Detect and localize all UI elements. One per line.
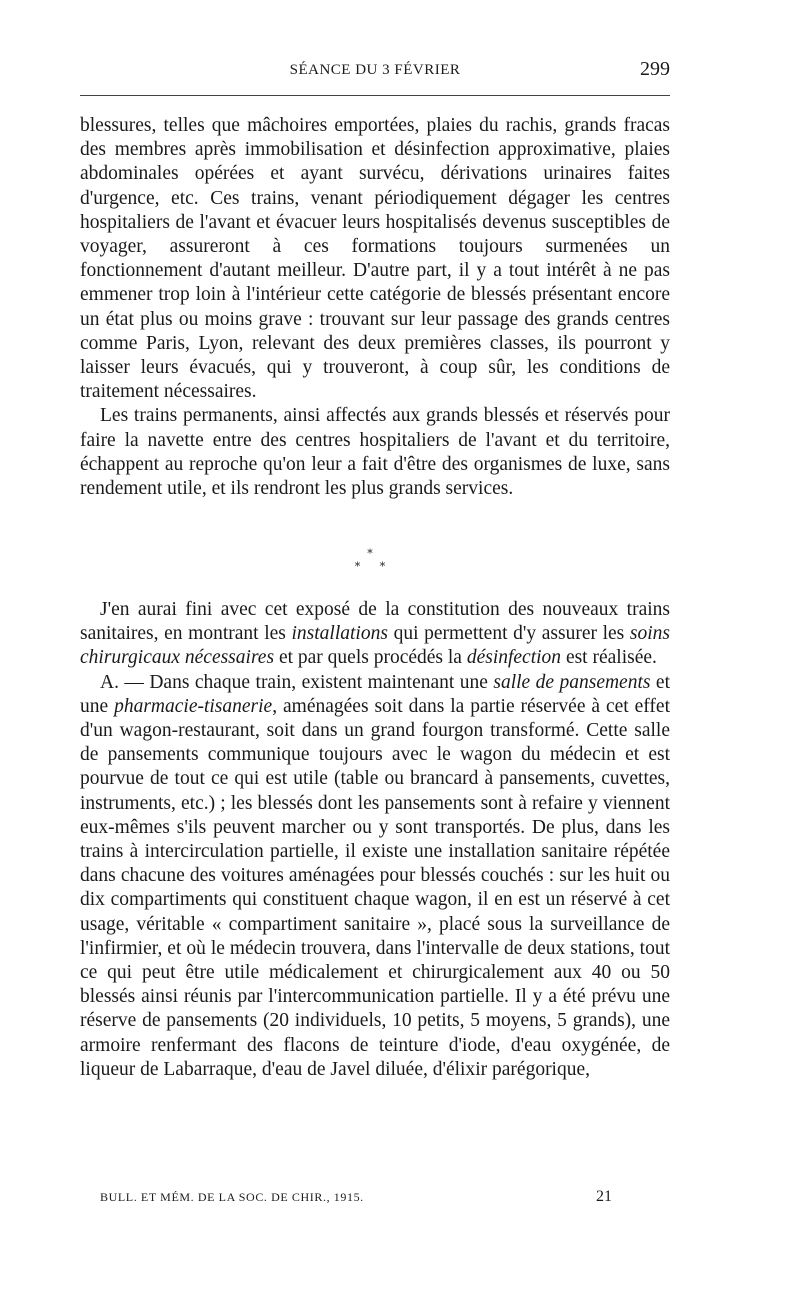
emphasis-pharmacie: pharmacie-tisanerie [114,695,273,717]
text-run: est réalisée. [561,647,657,669]
page-footer [100,1188,620,1210]
paragraph-section-a [80,671,670,1082]
paragraph-continued: blessures, telles que mâchoires emportées, plaies du rachis, grands fracas des membres après immobilisation et désinfection approximative, plaies abdominales opérées et ayant survécu, dérivations urinaires faites d'urgence, etc. Ces trains, venant périodiquement dégager les centres hospitaliers de l'avant et évacuer leurs hospitalisés devenus susceptibles de voyager, assureront à ces formations toujours surmenées un fonctionnement d'autant meilleur. D'autre part, il y a tout intérêt à ne pas emmener trop loin à l'intérieur cette catégorie de blessés présentant encore un état plus ou moins grave : trouvant sur leur passage des grands centres comme Paris, Lyon, relevant des deux premières classes, ils pourront y laisser leurs évacués, qui y trouveront, à coup sûr, les conditions de traitement nécessaires. [80,115,670,403]
emphasis-desinfection: désinfection [466,647,562,669]
page-header [80,58,670,86]
running-title: SÉANCE DU 3 FÉVRIER [289,62,461,78]
asterism-bottom: * * [354,560,394,573]
emphasis-salle-pansements: salle de pansements [493,671,651,693]
text-run: A. — Dans chaque train, existent maintenant une [100,671,494,693]
header-rule [80,95,670,96]
asterism-top: * [367,547,373,560]
text-run: et par quels procédés la [274,647,467,669]
emphasis-soins: soins chirurgicaux nécessaires [80,623,671,669]
footer-source: BULL. ET MÉM. DE LA SOC. DE CHIR., 1915. [100,1190,364,1204]
paragraph-trains-permanents: Les trains permanents, ainsi affectés aux grands blessés et réservés pour faire la navette entre des centres hospitaliers de l'avant et du territoire, échappent au reproche qu'on leur a fait d'être des organismes de luxe, sans rendement utile, et ils rendront les plus grands services. [80,405,670,500]
paragraph-intro-installations [80,598,670,671]
emphasis-installations: installations [291,623,388,645]
asterism-separator [340,548,400,580]
text-run: qui permettent d'y assurer les [387,623,630,645]
section-installations [80,598,670,1082]
footer-signature: 21 [596,1188,612,1205]
text-run: J'en aurai fini avec cet exposé de la constitution des nouveaux trains sanitaires, en montrant les [80,599,670,645]
text-run: , aménagées soit dans la partie réservée à cet effet d'un wagon-restaurant, soit dans un grand fourgon transformé. Cette salle de pansements communique toujours avec le wagon du médecin et est pourvue de tout ce qui est utile (table ou brancard à pansements, cuvettes, instruments, etc.) ; les blessés dont les pansements sont à refaire y viennent eux-mêmes s'ils peuvent marcher ou y sont transportés. De plus, dans les trains à intercirculation partielle, il existe une installation sanitaire répétée dans chacune des voitures aménagées pour blessés couchés : sur les huit ou dix compartiments qui constituent chaque wagon, il en est un réservé à cet usage, véritable « compartiment sanitaire », placé sous la surveillance de l'infirmier, et où le médecin trouvera, dans l'intervalle de deux stations, tout ce qui peut être utile médicalement et chirurgicalement aux 40 ou 50 blessés ainsi réunis par l'intercommunication partielle. Il y a été prévu une réserve de pansements (20 individuels, 10 petits, 5 moyens, 5 grands), une armoire renfermant des flacons de teinture d'iode, d'eau oxygénée, de liqueur de Labarraque, d'eau de Javel diluée, d'élixir parégorique, [80,695,670,1080]
text-run: et une [80,671,670,717]
body-text [80,114,670,501]
page-number: 299 [640,58,670,80]
